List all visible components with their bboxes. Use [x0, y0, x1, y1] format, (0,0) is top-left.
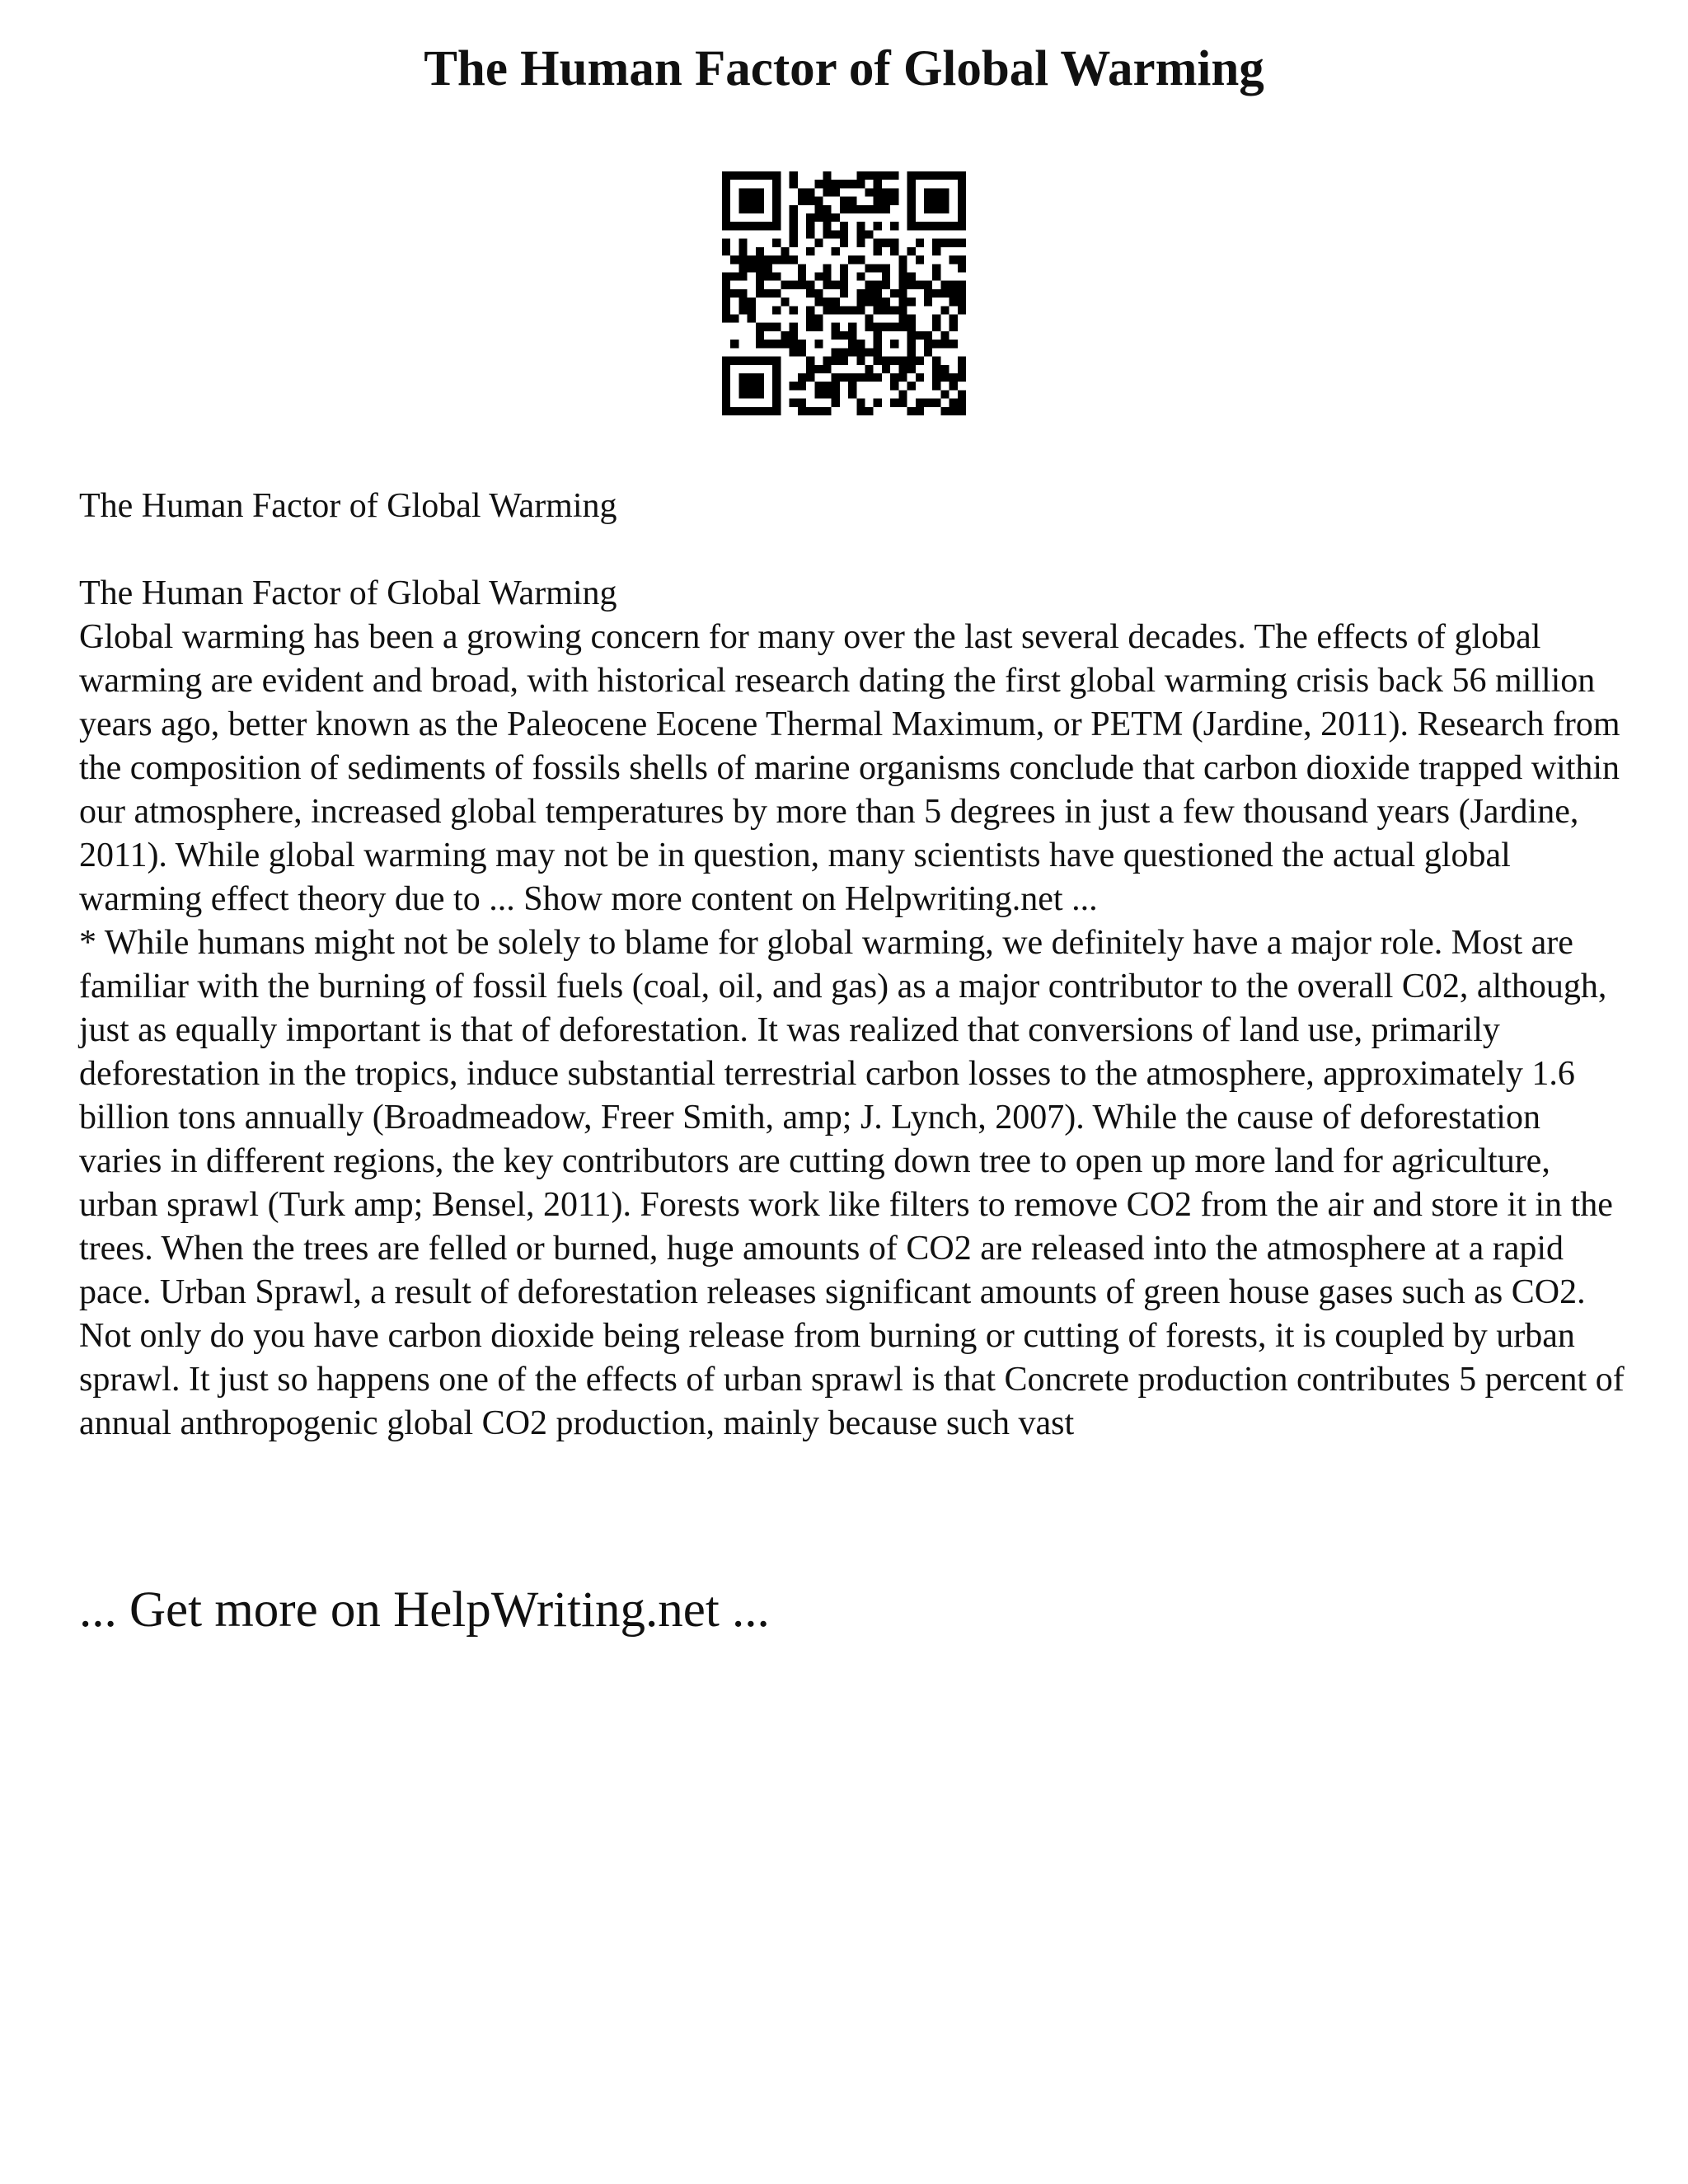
qr-code-icon [722, 171, 966, 415]
article-body [79, 572, 1629, 1446]
paragraph-intro: Global warming has been a growing concern for many over the last several decades. The effects of global warming are evident and broad, with historical research dating the first global warming crisis back 56 million years ago, better known as the Paleocene Eocene Thermal Maximum, or PETM (Jardine, 2011). Research from the composition of sediments of fossils shells of marine organisms conclude that carbon dioxide trapped within our atmosphere, increased global temperatures by more than 5 degrees in just a few thousand years (Jardine, 2011). While global warming may not be in question, many scientists have questioned the actual global warming effect theory due to ... Show more content on Helpwriting.net ... [79, 618, 1620, 918]
paragraph-human-role: * While humans might not be solely to blame for global warming, we definitely have a major role. Most are familiar with the burning of fossil fuels (coal, oil, and gas) as a major contributor to the overall C02, although, just as equally important is that of deforestation. It was realized that conversions of land use, primarily deforestation in the tropics, induce substantial terrestrial carbon losses to the atmosphere, approximately 1.6 billion tons annually (Broadmeadow, Freer Smith, amp; J. Lynch, 2007). While the cause of deforestation varies in different regions, the key contributors are cutting down tree to open up more land for agriculture, urban sprawl (Turk amp; Bensel, 2011). Forests work like filters to remove CO2 from the air and store it in the trees. When the trees are felled or burned, huge amounts of CO2 are released into the atmosphere at a rapid pace. Urban Sprawl, a result of deforestation releases significant amounts of green house gases such as CO2. Not only do you have carbon dioxide being release from burning or cutting of forests, it is coupled by urban sprawl. It just so happens one of the effects of urban sprawl is that Concrete production contributes 5 percent of annual anthropogenic global CO2 production, mainly because such vast [79, 924, 1625, 1442]
document-subtitle: The Human Factor of Global Warming [79, 487, 617, 525]
get-more-link[interactable]: ... Get more on HelpWriting.net ... [79, 1582, 770, 1638]
page-title: The Human Factor of Global Warming [424, 41, 1264, 96]
body-heading: The Human Factor of Global Warming [79, 574, 617, 612]
